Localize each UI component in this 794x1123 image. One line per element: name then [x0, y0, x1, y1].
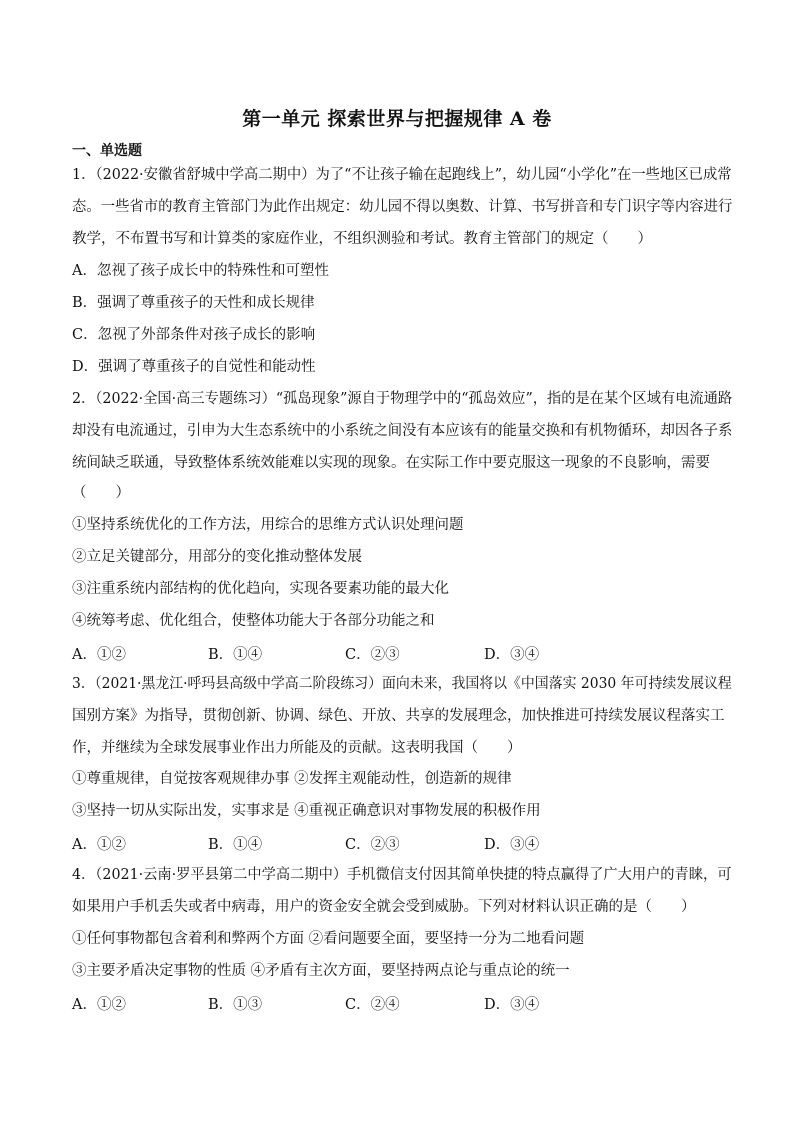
q4-stem-line-1: 4．（2021·云南·罗平县第二中学高二期中）手机微信支付因其简单快捷的特点赢得了广大用户的青睐，可	[72, 867, 732, 883]
q3-option-d: D．③④	[484, 837, 540, 853]
q2-statement-1: ①坚持系统优化的工作方法，用综合的思维方式认识处理问题	[72, 517, 464, 533]
q2-option-a: A．①②	[72, 647, 126, 663]
q2-option-b: B．①④	[208, 647, 263, 663]
q4-option-a: A．①②	[72, 997, 126, 1013]
q2-stem-line-2: 却没有电流通过，引申为大生态系统中的小系统之间没有本应该有的能量交换和有机物循环，却因各子系	[72, 423, 733, 439]
q3-stem-line-2: 国别方案》为指导，贯彻创新、协调、绿色、开放、共享的发展理念，加快推进可持续发展议程落实工	[72, 708, 725, 724]
q4-statement-1: ①任何事物都包含着利和弊两个方面 ②看问题要全面，要坚持一分为二地看问题	[72, 931, 585, 947]
q1-stem-line-1: 1．（2022·安徽省舒城中学高二期中）为了“不让孩子输在起跑线上”，幼儿园“小学化”在一些地区已成常	[72, 167, 732, 183]
q3-option-b: B．①④	[208, 837, 263, 853]
q3-option-c: C．②③	[345, 837, 400, 853]
q3-stem-line-3: 作，并继续为全球发展事业作出力所能及的贡献。这表明我国（ ）	[72, 740, 522, 756]
q2-statement-4: ④统筹考虑、优化组合，使整体功能大于各部分功能之和	[72, 613, 435, 629]
q2-option-c: C．②③	[345, 647, 400, 663]
q4-statement-2: ③主要矛盾决定事物的性质 ④矛盾有主次方面，要坚持两点论与重点论的统一	[72, 963, 570, 979]
section-heading: 一、单选题	[72, 143, 142, 159]
q2-stem-line-1: 2．（2022·全国·高三专题练习）“孤岛现象”源自于物理学中的“孤岛效应”，指的是在某个区域有电流通路	[72, 391, 733, 407]
q3-statement-1: ①尊重规律，自觉按客观规律办事 ②发挥主观能动性，创造新的规律	[72, 771, 512, 787]
q1-stem-line-3: 教学，不布置书写和计算类的家庭作业，不组织测验和考试。教育主管部门的规定（ ）	[72, 231, 652, 247]
q1-stem-line-2: 态。一些省市的教育主管部门为此作出规定：幼儿园不得以奥数、计算、书写拼音和专门识字等内容进行	[72, 199, 733, 215]
q2-option-d: D．③④	[484, 647, 540, 663]
q1-option-c: C．忽视了外部条件对孩子成长的影响	[72, 327, 316, 343]
q3-stem-line-1: 3．（2021·黑龙江·呼玛县高级中学高二阶段练习）面向未来，我国将以《中国落实 2030 年可持续发展议程	[72, 676, 732, 692]
q2-stem-line-3: 统间缺乏联通，导致整体系统效能难以实现的现象。在实际工作中要克服这一现象的不良影响，需要	[72, 455, 710, 471]
page-title: 第一单元 探索世界与把握规律 A 卷	[242, 108, 552, 130]
q1-option-a: A．忽视了孩子成长中的特殊性和可塑性	[72, 263, 329, 279]
q1-option-b: B．强调了尊重孩子的天性和成长规律	[72, 295, 315, 311]
q4-option-d: D．③④	[484, 997, 540, 1013]
q3-statement-2: ③坚持一切从实际出发，实事求是 ④重视正确意识对事物发展的积极作用	[72, 803, 541, 819]
q2-statement-2: ②立足关键部分，用部分的变化推动整体发展	[72, 549, 362, 565]
q3-option-a: A．①②	[72, 837, 126, 853]
q4-stem-line-2: 如果用户手机丢失或者中病毒，用户的资金安全就会受到威胁。下列对材料认识正确的是（ ）	[72, 899, 696, 915]
q2-statement-3: ③注重系统内部结构的优化趋向，实现各要素功能的最大化	[72, 581, 449, 597]
q4-option-b: B．①③	[208, 997, 263, 1013]
q1-option-d: D．强调了尊重孩子的自觉性和能动性	[72, 359, 316, 375]
q2-stem-line-4: （ ）	[72, 485, 130, 501]
q4-option-c: C．②④	[345, 997, 400, 1013]
